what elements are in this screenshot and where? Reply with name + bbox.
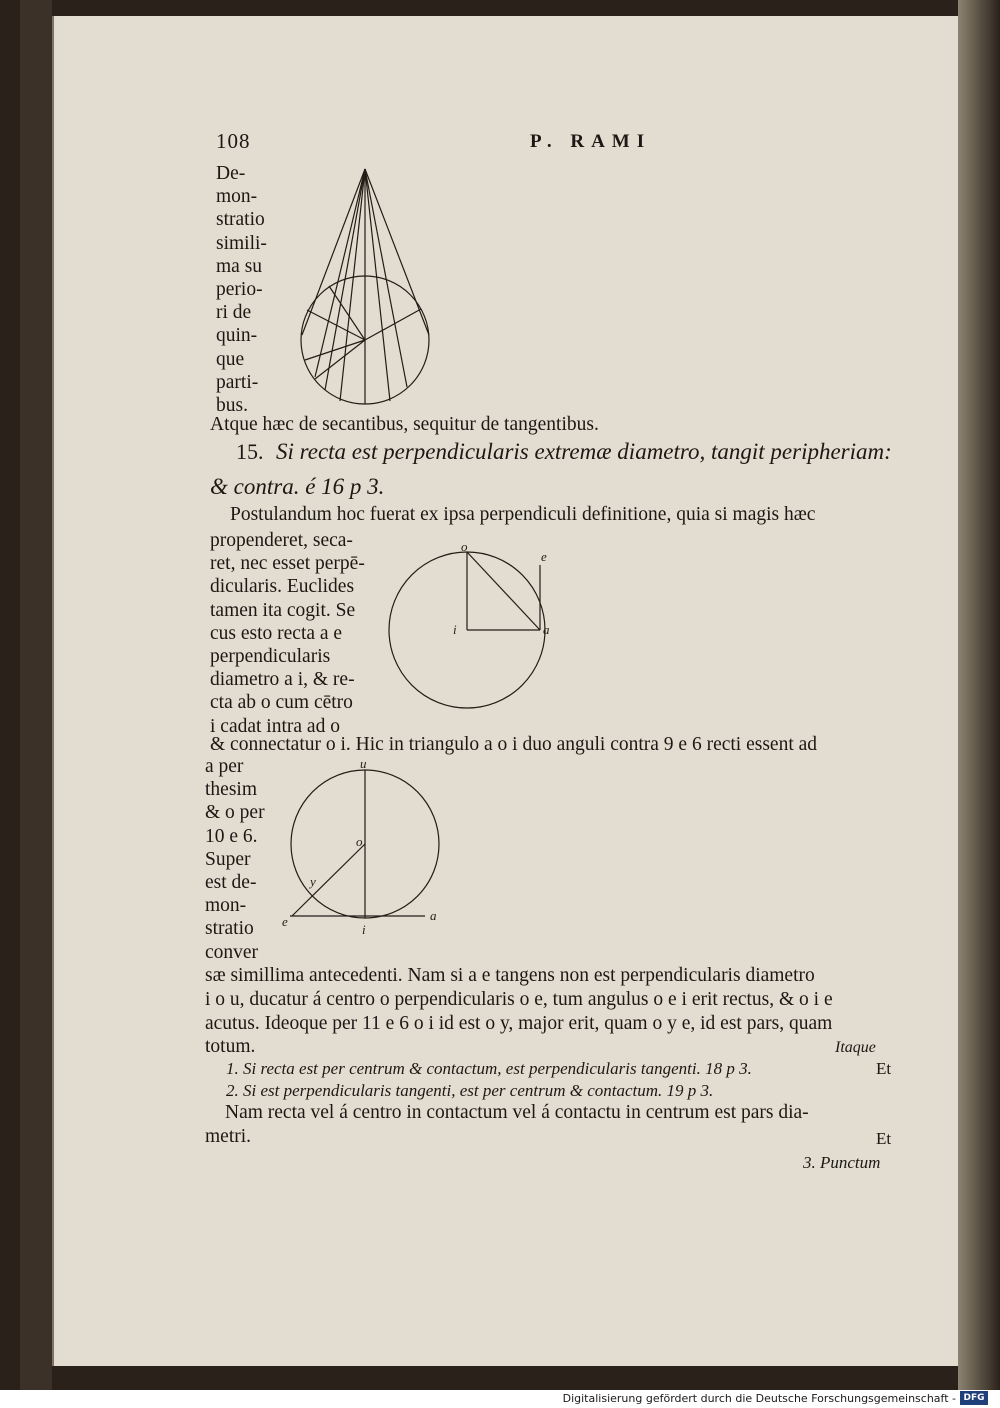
margin-text-1 xyxy=(216,162,296,417)
margin-line: Super xyxy=(205,848,251,870)
margin-line: De- xyxy=(216,163,246,184)
margin-text-2 xyxy=(210,529,390,738)
catchword: Et xyxy=(876,1129,892,1148)
figure-tangent-2 xyxy=(280,758,450,938)
margin-line: 10 e 6. xyxy=(205,825,258,847)
running-head: P. RAMI xyxy=(530,131,652,152)
corollary: 1. Si recta est per centrum & contactum, est perpendicularis tangenti. 18 p 3. xyxy=(226,1059,752,1078)
figure-secants xyxy=(295,165,435,410)
line-oe xyxy=(292,844,365,916)
text-line: Postulandum hoc fuerat ex ipsa perpendiculi definitione, quia si magis hæc xyxy=(230,504,816,525)
proposition-text: & contra. é 16 p 3. xyxy=(210,474,385,499)
margin-line: ma su xyxy=(216,255,263,277)
margin-line: propenderet, seca- xyxy=(210,530,353,551)
margin-line: que xyxy=(216,348,245,370)
label-a: a xyxy=(543,622,550,637)
dfg-logo: DFG xyxy=(960,1391,988,1405)
margin-line: dicularis. Euclides xyxy=(210,576,355,598)
catchword: Et xyxy=(876,1059,892,1078)
catchword: 3. Punctum xyxy=(803,1153,881,1172)
margin-line: tamen ita cogit. Se xyxy=(210,599,356,621)
text-line: & connectatur o i. Hic in triangulo a o i duo anguli contra 9 e 6 recti essent ad xyxy=(210,734,818,755)
text-line: metri. xyxy=(205,1126,252,1147)
catchword: Itaque xyxy=(835,1039,876,1056)
page-number: 108 xyxy=(216,129,251,153)
proposition-text: Si recta est perpendicularis extremæ diametro, tangit peripheriam: xyxy=(276,439,892,464)
margin-line: i cadat intra ad o xyxy=(210,715,340,737)
book-edge xyxy=(20,0,52,1390)
margin-line: perio- xyxy=(216,279,263,301)
margin-line: a per xyxy=(205,756,244,777)
proposition-number: 15. xyxy=(236,439,264,464)
text-line: i o u, ducatur á centro o perpendicularis o e, tum angulus o e i erit rectus, & o i e xyxy=(205,989,833,1010)
text-line: acutus. Ideoque per 11 e 6 o i id est o y, major erit, quam o y e, id est pars, quam xyxy=(205,1013,833,1034)
margin-line: mon- xyxy=(216,186,258,208)
margin-line: stratio xyxy=(205,918,254,940)
label-o: o xyxy=(461,539,468,554)
corollary: 2. Si est perpendicularis tangenti, est per centrum & contactum. 19 p 3. xyxy=(226,1081,714,1100)
margin-line: simili- xyxy=(216,232,267,254)
label-i: i xyxy=(453,622,457,637)
label-o: o xyxy=(356,834,363,849)
secant-line xyxy=(365,169,390,401)
label-a: a xyxy=(430,908,437,923)
label-i: i xyxy=(362,922,366,937)
text-line: totum. xyxy=(205,1036,256,1057)
margin-line: parti- xyxy=(216,371,259,393)
margin-text-3 xyxy=(205,755,285,964)
margin-line: conver xyxy=(205,941,259,963)
margin-line: mon- xyxy=(205,895,247,917)
margin-line: ret, nec esset perpē- xyxy=(210,553,365,575)
figure-tangent-1 xyxy=(385,539,575,710)
line-oa xyxy=(467,552,540,630)
margin-line: stratio xyxy=(216,209,265,231)
footer-credit: Digitalisierung gefördert durch die Deutsche Forschungsgemeinschaft - xyxy=(562,1392,956,1405)
page-fore-edge xyxy=(958,0,1000,1390)
margin-line: perpendicularis xyxy=(210,646,331,668)
radius-line xyxy=(305,340,365,360)
label-y: y xyxy=(310,874,316,889)
text-line: Nam recta vel á centro in contactum vel á contactu in centrum est pars dia- xyxy=(225,1102,809,1123)
margin-line: thesim xyxy=(205,779,257,801)
label-e: e xyxy=(282,914,288,929)
margin-line: quin- xyxy=(216,325,258,347)
text-line: sæ simillima antecedenti. Nam si a e tangens non est perpendicularis diametro xyxy=(205,965,815,986)
radius-line xyxy=(307,310,365,340)
margin-line: & o per xyxy=(205,802,265,824)
text-line: Atque hæc de secantibus, sequitur de tangentibus. xyxy=(210,414,599,435)
secant-line xyxy=(365,169,407,387)
margin-line: cus esto recta a e xyxy=(210,622,343,644)
margin-line: cta ab o cum cētro xyxy=(210,692,353,714)
label-e: e xyxy=(541,549,547,564)
margin-line: bus. xyxy=(216,395,248,417)
label-u: u xyxy=(360,756,367,771)
margin-line: ri de xyxy=(216,302,252,324)
margin-line: est de- xyxy=(205,872,257,894)
margin-line: diametro a i, & re- xyxy=(210,669,355,691)
